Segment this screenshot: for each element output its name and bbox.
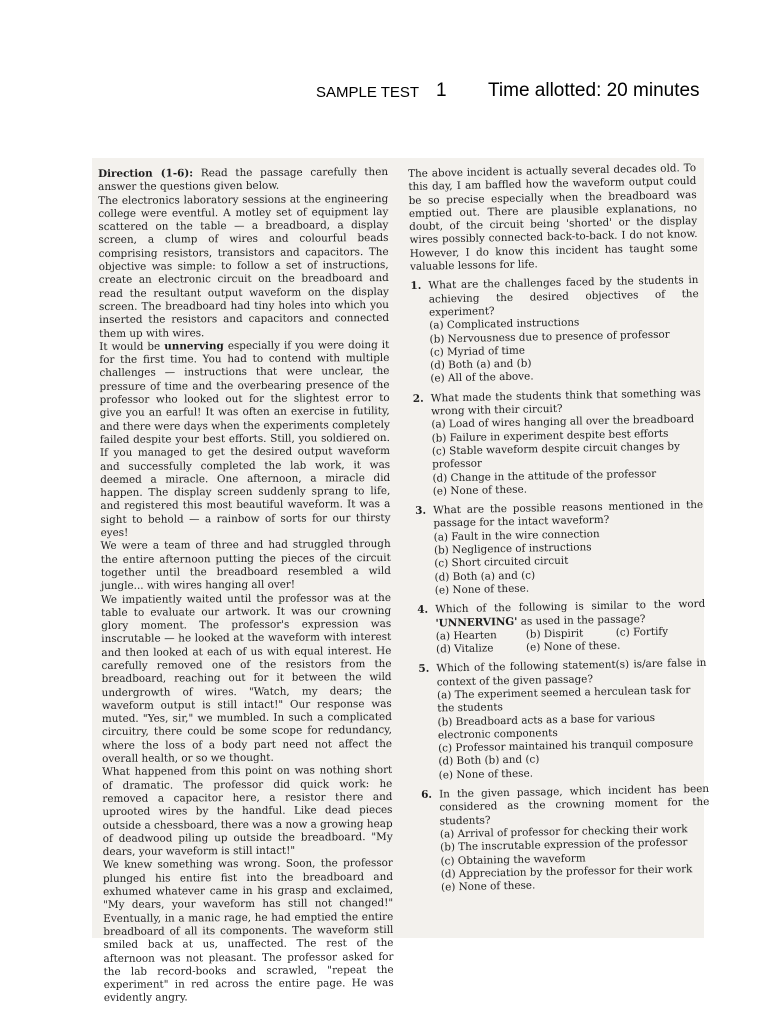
option: (d) Both (b) and (c) xyxy=(438,753,540,768)
test-number: 1 xyxy=(436,80,447,101)
question-text: What made the students think that something was wrong with their circuit? xyxy=(430,386,701,418)
option: (e) None of these. xyxy=(525,639,621,654)
direction-text: Read the passage carefully then answer the questions given below. xyxy=(98,165,389,194)
option: (c) Stable waveform despite circuit changes by professor xyxy=(431,440,681,471)
option: (c) Obtaining the waveform xyxy=(440,851,586,868)
option: (d) Both (a) and (b) xyxy=(430,357,532,372)
option: (d) Change in the attitude of the professor xyxy=(432,467,657,485)
question-number: 3. xyxy=(415,504,427,518)
option: (e) None of these. xyxy=(434,582,530,597)
direction-label: Direction (1-6): xyxy=(98,167,194,180)
option: (b) Nervousness due to presence of professor xyxy=(429,328,670,346)
option: (a) Hearten xyxy=(435,629,497,643)
question-1 xyxy=(410,274,699,320)
option: (d) Both (a) and (c) xyxy=(434,569,536,584)
option: (e) None of these. xyxy=(438,767,534,782)
passage-paragraph-7: The above incident is actually several decades old. To this day, I am baffled how the waveform output could be so precise especially when the breadboard was emptied out. There are plausible explanations, no doubt, of the circuit being 'shorted' or the display wires possibly connected back-to-back. I do not know. However, I do know this incident has taught some valuable lessons for life. xyxy=(408,161,698,274)
question-text: In the given passage, which incident has been considered as the crowning moment for the students? xyxy=(439,782,710,828)
highlight-word: unnerving xyxy=(164,339,224,353)
question-text: Which of the following statement(s) is/are false in context of the given passage? xyxy=(436,657,707,689)
option: (c) Fortify xyxy=(615,625,669,639)
question-number: 6. xyxy=(421,788,433,801)
question-number: 5. xyxy=(418,663,430,676)
option: (d) Vitalize xyxy=(435,642,494,656)
question-6 xyxy=(421,783,710,829)
option: (c) Myriad of time xyxy=(429,344,526,359)
option: (a) The experiment seemed a herculean task for the students xyxy=(436,684,691,715)
question-text: What are the challenges faced by the students in achieving the desired objectives of the experiment? xyxy=(428,274,699,319)
option: (b) Breadboard acts as a base for various electronic components xyxy=(437,711,656,742)
option: (a) Load of wires hanging all over the breadboard xyxy=(431,413,695,431)
option: (b) The inscrutable expression of the professor xyxy=(440,836,688,854)
passage-paragraph-5: What happened from this point on was nothing short of dramatic. The professor did quick work: he removed a capacitor here, a resistor there and uprooted wires by the handful. Like dead pieces outside a chessboard, there was a now a growing heap of deadwood piling up outside the breadboard. "My dears, your waveform is still intact!" xyxy=(102,764,393,859)
option: (e) None of these. xyxy=(432,483,528,498)
direction xyxy=(98,166,388,195)
option: (b) Failure in experiment despite best efforts xyxy=(431,427,669,445)
passage-column xyxy=(98,166,394,1006)
passage-p2-rest: especially if you were doing it for the first time. You had to contend with multiple challenges — instructions that were unclear, the pressure of time and the overbearing presence of the professor who looked out for the slightest error to give you an earful! It was often an exercise in futility, and there were days when the experiments completely failed despite your best efforts. Still, you soldiered on. If you managed to get the desired output waveform and successfully completed the lab work, it was deemed a miracle. One afternoon, a miracle did happen. The display screen suddenly sprang to life, and registered this most beautiful waveform. It was a sight to behold — a rainbow of sorts for our thirsty eyes! xyxy=(99,338,391,540)
option: (c) Professor maintained his tranquil composure xyxy=(438,737,694,755)
passage-p2-start: It would be xyxy=(99,340,161,353)
option: (b) Dispirit xyxy=(525,627,584,641)
question-keyword: 'UNNERVING' xyxy=(435,615,518,630)
passage-paragraph-4: We impatiently waited until the professor was at the table to evaluate our artwork. It was our crowning glory moment. The professor's expression was inscrutable — he looked at the waveform with interest and then looked at each of us with equal interest. He carefully removed one of the resistors from the breadboard, reaching out for it between the wild undergrowth of wires. "Watch, my dears; the waveform output is still intact!" Our response was muted. "Yes, sir," we mumbled. In such a complicated circuitry, there could be some scope for redundancy, where the loss of a body part need not affect the overall health, or so we thought. xyxy=(100,591,393,766)
question-number: 4. xyxy=(417,603,429,617)
time-allotted: Time allotted: 20 minutes xyxy=(488,80,700,101)
passage-paragraph-6: We knew something was wrong. Soon, the professor plunged his entire fist into the breadboard and exhumed whatever came in his grasp and exclaimed, "My dears, your waveform has still not changed!" Eventually, in a manic rage, he had emptied the entire breadboard of all its components. The waveform still smiled back at us, unaffected. The rest of the afternoon was not pleasant. The professor asked for the lab record-books and scrawled, "repeat the experiment" in red across the entire page. He was evidently angry. xyxy=(102,857,394,1005)
test-label: SAMPLE TEST xyxy=(316,84,420,101)
option: (a) Complicated instructions xyxy=(429,316,580,332)
option: (b) Negligence of instructions xyxy=(433,541,592,557)
passage-paragraph-1: The electronics laboratory sessions at the engineering college were eventful. A motley set of equipment lay scattered on the table — a breadboard, a display screen, a clump of wires and colourful beads comprising resistors, transistors and capacitors. The objective was simple: to follow a set of instructions, create an electronic circuit on the breadboard and read the resultant output waveform on the display screen. The breadboard had tiny holes into which you inserted the resistors and capacitors and connected them up with wires. xyxy=(98,192,390,340)
passage-paragraph-2 xyxy=(99,339,390,540)
passage-paragraph-3: We were a team of three and had struggled through the entire afternoon putting the pieces of the circuit together until the breadboard resembled a wild jungle... with wires hanging all over! xyxy=(100,538,391,593)
question-text-start: Which of the following is similar to the word xyxy=(435,598,706,616)
option: (d) Appreciation by the professor for their work xyxy=(440,863,693,881)
option: (c) Short circuited circuit xyxy=(434,555,569,570)
questions-column xyxy=(408,162,711,895)
question-number: 2. xyxy=(412,392,424,405)
option: (e) All of the above. xyxy=(430,370,534,386)
option: (a) Arrival of professor for checking their work xyxy=(439,823,688,841)
test-header xyxy=(316,80,708,106)
option: (a) Fault in the wire connection xyxy=(433,527,600,544)
option: (e) None of these. xyxy=(440,879,536,894)
question-text: What are the possible reasons mentioned in the passage for the intact waveform? xyxy=(433,499,704,530)
question-number: 1. xyxy=(410,280,422,293)
question-text-end: as used in the passage? xyxy=(520,612,646,628)
